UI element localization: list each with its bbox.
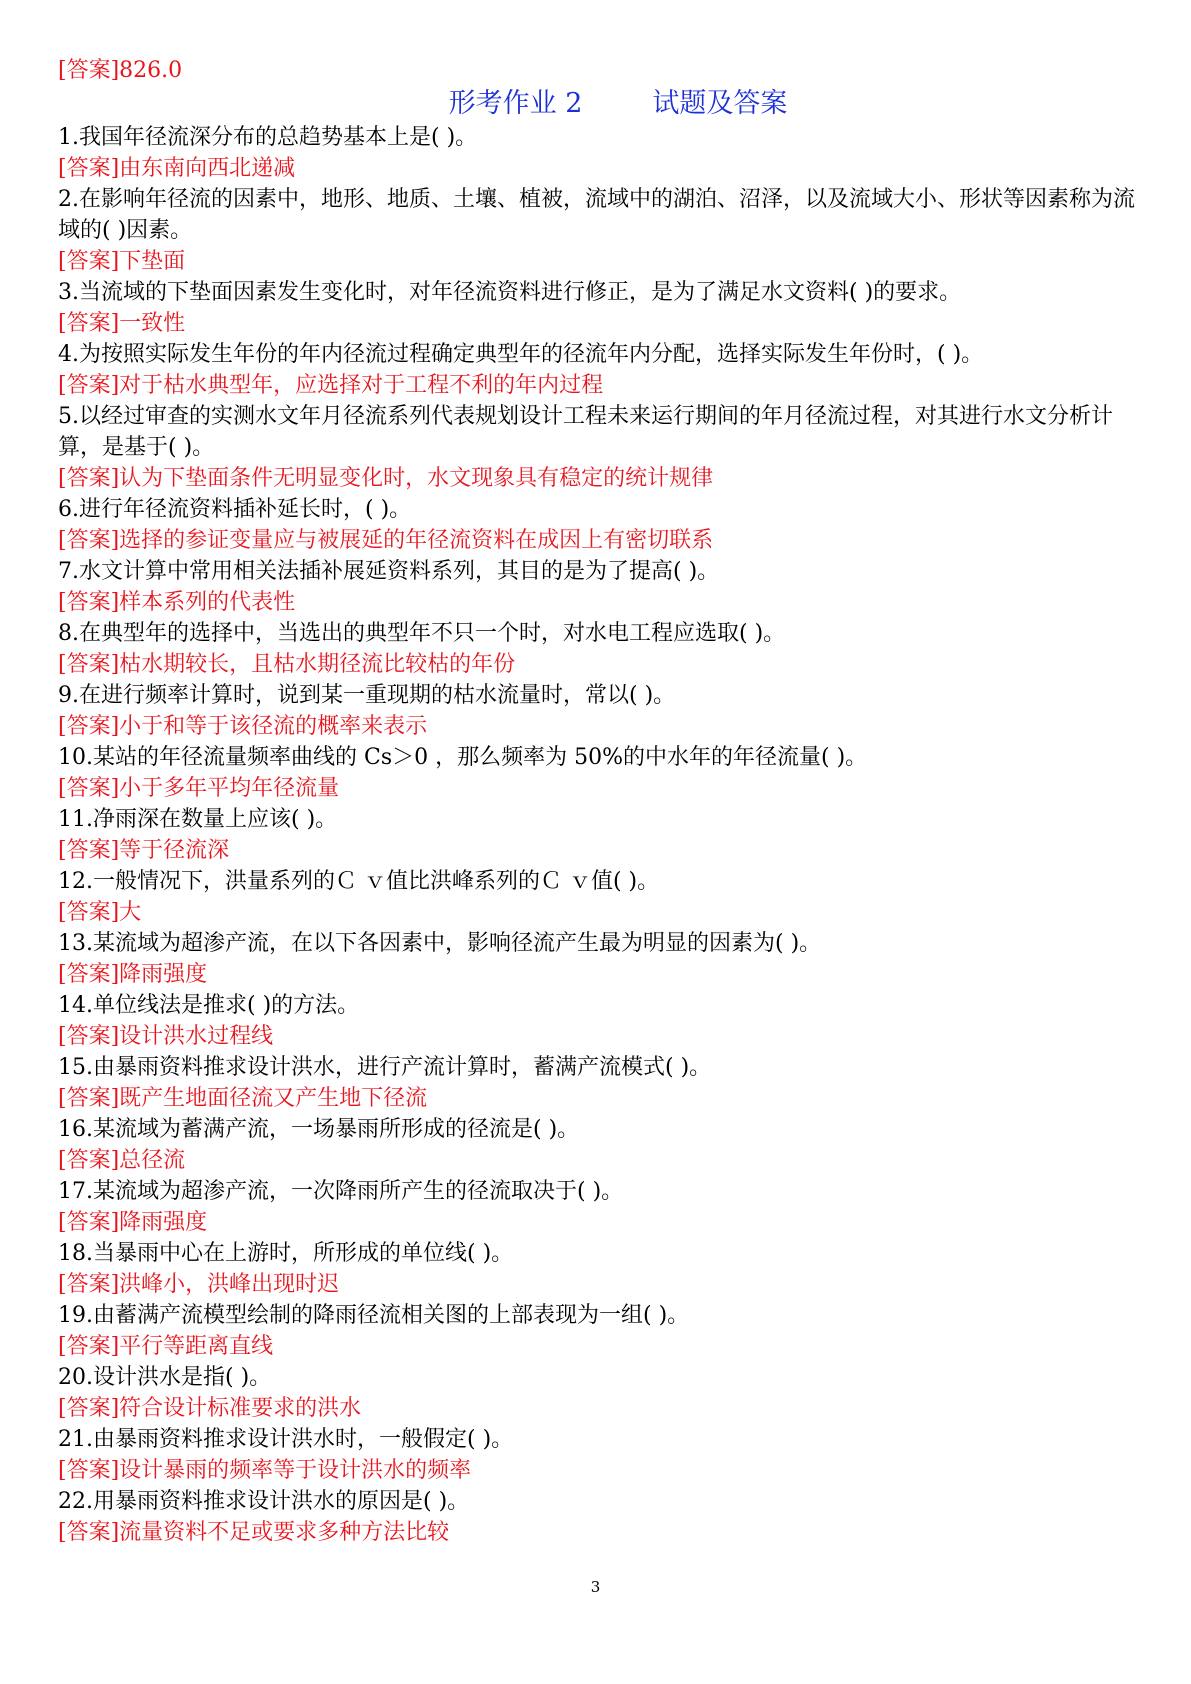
section-title xyxy=(58,86,1138,122)
question-text: 13.某流域为超渗产流，在以下各因素中，影响径流产生最为明显的因素为( )。 xyxy=(58,931,822,956)
answer-text: [答案]下垫面 xyxy=(58,249,186,274)
document-content xyxy=(58,55,1138,1548)
question-text: 20.设计洪水是指( )。 xyxy=(58,1365,272,1390)
answer-text: [答案]枯水期较长，且枯水期径流比较枯的年份 xyxy=(58,652,516,677)
question-text: 22.用暴雨资料推求设计洪水的原因是( )。 xyxy=(58,1489,470,1514)
question-text: 5.以经过审查的实测水文年月径流系列代表规划设计工程未来运行期间的年月径流过程，对其进行水文分析计算，是基于( )。 xyxy=(58,404,1113,460)
answer-text: [答案]一致性 xyxy=(58,311,186,336)
answer-text: [答案]洪峰小，洪峰出现时迟 xyxy=(58,1272,340,1297)
question-list xyxy=(58,122,1138,1548)
question-text: 14.单位线法是推求( )的方法。 xyxy=(58,993,360,1018)
answer-text: [答案]降雨强度 xyxy=(58,1210,208,1235)
answer-text: [答案]既产生地面径流又产生地下径流 xyxy=(58,1086,428,1111)
question-text: 4.为按照实际发生年份的年内径流过程确定典型年的径流年内分配，选择实际发生年份时，( )。 xyxy=(58,342,984,367)
question-text: 17.某流域为超渗产流，一次降雨所产生的径流取决于( )。 xyxy=(58,1179,624,1204)
page-number: 3 xyxy=(590,1578,601,1596)
answer-text: [答案]大 xyxy=(58,900,142,925)
question-text: 21.由暴雨资料推求设计洪水时，一般假定( )。 xyxy=(58,1427,514,1452)
previous-answer: [答案]826.0 xyxy=(58,58,183,83)
answer-text: [答案]符合设计标准要求的洪水 xyxy=(58,1396,362,1421)
answer-text: [答案]流量资料不足或要求多种方法比较 xyxy=(58,1520,450,1545)
question-text: 3.当流域的下垫面因素发生变化时，对年径流资料进行修正，是为了满足水文资料( )的要求。 xyxy=(58,280,962,305)
question-text: 2.在影响年径流的因素中，地形、地质、土壤、植被，流域中的湖泊、沼泽，以及流域大小、形状等因素称为流域的( )因素。 xyxy=(58,187,1135,243)
answer-text: [答案]等于径流深 xyxy=(58,838,230,863)
question-text: 6.进行年径流资料插补延长时，( )。 xyxy=(58,497,412,522)
answer-text: [答案]样本系列的代表性 xyxy=(58,590,296,615)
answer-text: [答案]小于多年平均年径流量 xyxy=(58,776,340,801)
answer-text: [答案]选择的参证变量应与被展延的年径流资料在成因上有密切联系 xyxy=(58,528,714,553)
section-title-right: 试题及答案 xyxy=(652,88,788,119)
answer-text: [答案]认为下垫面条件无明显变化时，水文现象具有稳定的统计规律 xyxy=(58,466,714,491)
question-text: 15.由暴雨资料推求设计洪水，进行产流计算时，蓄满产流模式( )。 xyxy=(58,1055,712,1080)
question-text: 12.一般情况下，洪量系列的Ｃ ｖ值比洪峰系列的Ｃ ｖ值( )。 xyxy=(58,869,660,894)
question-text: 10.某站的年径流量频率曲线的 Cs＞0 ，那么频率为 50%的中水年的年径流量( )。 xyxy=(58,745,868,770)
answer-text: [答案]设计暴雨的频率等于设计洪水的频率 xyxy=(58,1458,472,1483)
answer-text: [答案]由东南向西北递减 xyxy=(58,156,296,181)
question-text: 8.在典型年的选择中，当选出的典型年不只一个时，对水电工程应选取( )。 xyxy=(58,621,786,646)
question-text: 19.由蓄满产流模型绘制的降雨径流相关图的上部表现为一组( )。 xyxy=(58,1303,690,1328)
question-text: 7.水文计算中常用相关法插补展延资料系列，其目的是为了提高( )。 xyxy=(58,559,720,584)
question-text: 18.当暴雨中心在上游时，所形成的单位线( )。 xyxy=(58,1241,514,1266)
section-title-left: 形考作业 2 xyxy=(448,88,583,119)
question-text: 11.净雨深在数量上应该( )。 xyxy=(58,807,338,832)
question-text: 16.某流域为蓄满产流，一场暴雨所形成的径流是( )。 xyxy=(58,1117,580,1142)
question-text: 1.我国年径流深分布的总趋势基本上是( )。 xyxy=(58,125,478,150)
answer-text: [答案]小于和等于该径流的概率来表示 xyxy=(58,714,428,739)
answer-text: [答案]降雨强度 xyxy=(58,962,208,987)
question-text: 9.在进行频率计算时，说到某一重现期的枯水流量时，常以( )。 xyxy=(58,683,676,708)
answer-text: [答案]设计洪水过程线 xyxy=(58,1024,274,1049)
answer-text: [答案]总径流 xyxy=(58,1148,186,1173)
answer-text: [答案]平行等距离直线 xyxy=(58,1334,274,1359)
answer-text: [答案]对于枯水典型年，应选择对于工程不利的年内过程 xyxy=(58,373,604,398)
